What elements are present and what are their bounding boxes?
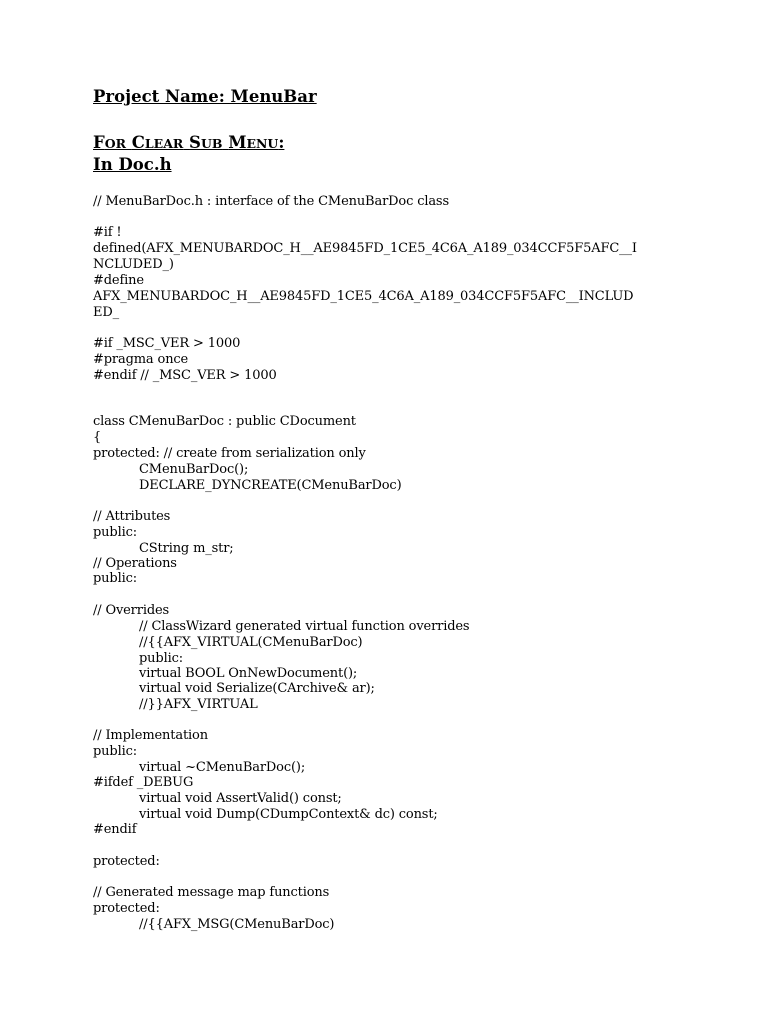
code-line: protected: xyxy=(93,901,160,916)
code-line: CString m_str; xyxy=(139,541,234,556)
code-line: virtual void Dump(CDumpContext& dc) const; xyxy=(139,807,438,822)
section-heading: FOR CLEAR SUB MENU: xyxy=(93,133,285,152)
code-line: NCLUDED_) xyxy=(93,257,174,272)
code-line: #if _MSC_VER > 1000 xyxy=(93,336,241,351)
code-line: //{{AFX_VIRTUAL(CMenuBarDoc) xyxy=(139,635,363,650)
code-line: #define xyxy=(93,273,144,288)
code-line: //}}AFX_VIRTUAL xyxy=(139,697,258,712)
code-line: virtual void AssertValid() const; xyxy=(139,791,342,806)
code-line: public: xyxy=(139,651,183,666)
code-line: { xyxy=(93,430,102,445)
code-line: CMenuBarDoc(); xyxy=(139,462,249,477)
code-line: // Overrides xyxy=(93,603,170,618)
code-line: defined(AFX_MENUBARDOC_H__AE9845FD_1CE5_4C6A_A189_034CCF5F5AFC__I xyxy=(93,241,637,256)
code-line: AFX_MENUBARDOC_H__AE9845FD_1CE5_4C6A_A189_034CCF5F5AFC__INCLUD xyxy=(93,289,634,304)
code-line: public: xyxy=(93,744,137,759)
code-line: // Implementation xyxy=(93,728,208,743)
code-line: protected: xyxy=(93,854,160,869)
code-line: #endif // _MSC_VER > 1000 xyxy=(93,368,277,383)
code-line: //{{AFX_MSG(CMenuBarDoc) xyxy=(139,917,335,932)
code-line: // Operations xyxy=(93,556,177,571)
code-line: // Generated message map functions xyxy=(93,885,330,900)
code-line: virtual ~CMenuBarDoc(); xyxy=(139,760,306,775)
code-line: virtual BOOL OnNewDocument(); xyxy=(139,666,358,681)
project-title: Project Name: MenuBar xyxy=(93,87,317,106)
code-line: // MenuBarDoc.h : interface of the CMenuBarDoc class xyxy=(93,194,449,209)
code-line: public: xyxy=(93,571,137,586)
file-subheading: In Doc.h xyxy=(93,155,172,174)
code-line: // Attributes xyxy=(93,509,171,524)
code-line: class CMenuBarDoc : public CDocument xyxy=(93,414,356,429)
code-line: DECLARE_DYNCREATE(CMenuBarDoc) xyxy=(139,478,402,493)
code-line: #if ! xyxy=(93,225,122,240)
code-line: protected: // create from serialization only xyxy=(93,446,366,461)
code-line: ED_ xyxy=(93,305,119,320)
code-line: #endif xyxy=(93,822,137,837)
code-line: virtual void Serialize(CArchive& ar); xyxy=(139,681,375,696)
code-line: // ClassWizard generated virtual function overrides xyxy=(139,619,470,634)
code-line: #ifdef _DEBUG xyxy=(93,775,194,790)
code-line: #pragma once xyxy=(93,352,189,367)
code-line: public: xyxy=(93,525,137,540)
